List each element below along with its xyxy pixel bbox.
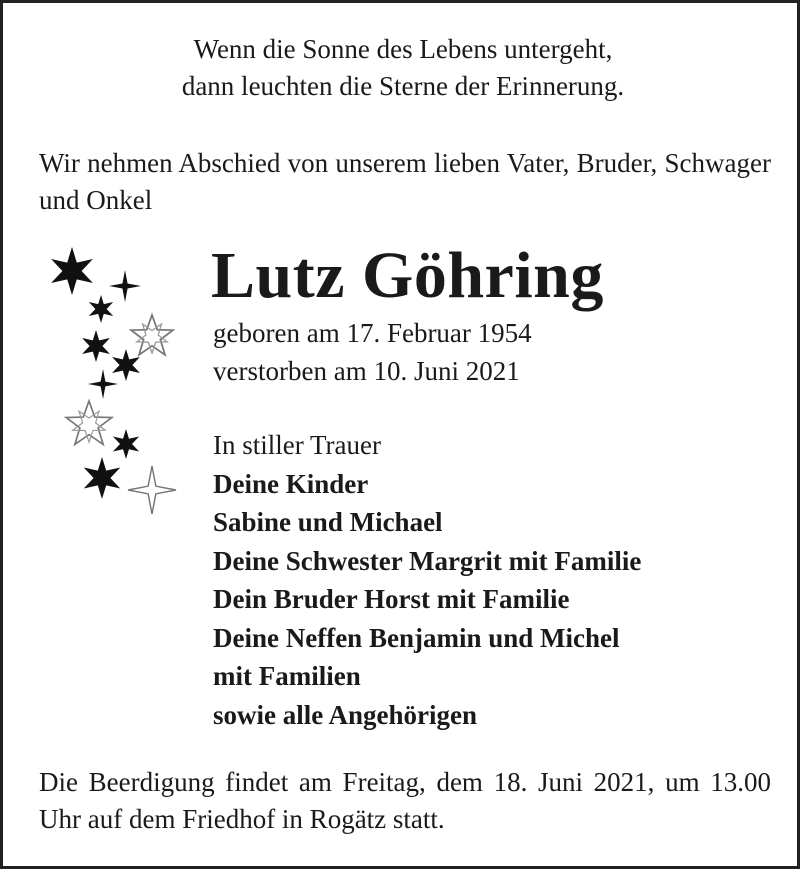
mourner-line: mit Familien [213, 661, 361, 691]
star-icon [82, 330, 110, 362]
star-icon [112, 349, 140, 381]
outline-star-icon [128, 466, 176, 514]
star-icon [51, 247, 93, 295]
mourner-line: sowie alle Angehörigen [213, 699, 477, 730]
mourners-heading: In stiller Trauer [213, 430, 381, 460]
quote-line-2: dann leuchten die Sterne der Erinnerung. [181, 71, 625, 101]
star-icon [88, 369, 118, 399]
death-date: verstorben am 10. Juni 2021 [213, 356, 520, 386]
mourner-line: Deine Schwester Margrit mit Familie [213, 545, 642, 576]
quote-line-1: Wenn die Sonne des Lebens untergeht, [193, 34, 613, 64]
mourners-list [213, 426, 641, 734]
star-icon [113, 429, 139, 459]
outline-star-icon [131, 315, 173, 355]
birth-date: geboren am 17. Februar 1954 [213, 318, 532, 348]
mourner-line: Deine Neffen Benjamin und Michel [213, 622, 620, 653]
star-icon [84, 457, 121, 499]
life-dates [213, 314, 532, 390]
star-icon [89, 295, 113, 323]
deceased-name: Lutz Göhring [211, 239, 604, 312]
outline-star-icon [66, 401, 112, 444]
mourner-line: Dein Bruder Horst mit Familie [213, 584, 570, 614]
mourner-line: Deine Kinder [213, 468, 369, 499]
funeral-details: Die Beerdigung findet am Freitag, dem 18. Juni 2021, um 13.00 Uhr auf dem Friedhof in Rogätz statt. [39, 767, 771, 834]
mourner-line: Sabine und Michael [213, 507, 443, 537]
star-icon [109, 270, 141, 302]
farewell-statement: Wir nehmen Abschied von unserem lieben Vater, Bruder, Schwager und Onkel [39, 148, 771, 215]
